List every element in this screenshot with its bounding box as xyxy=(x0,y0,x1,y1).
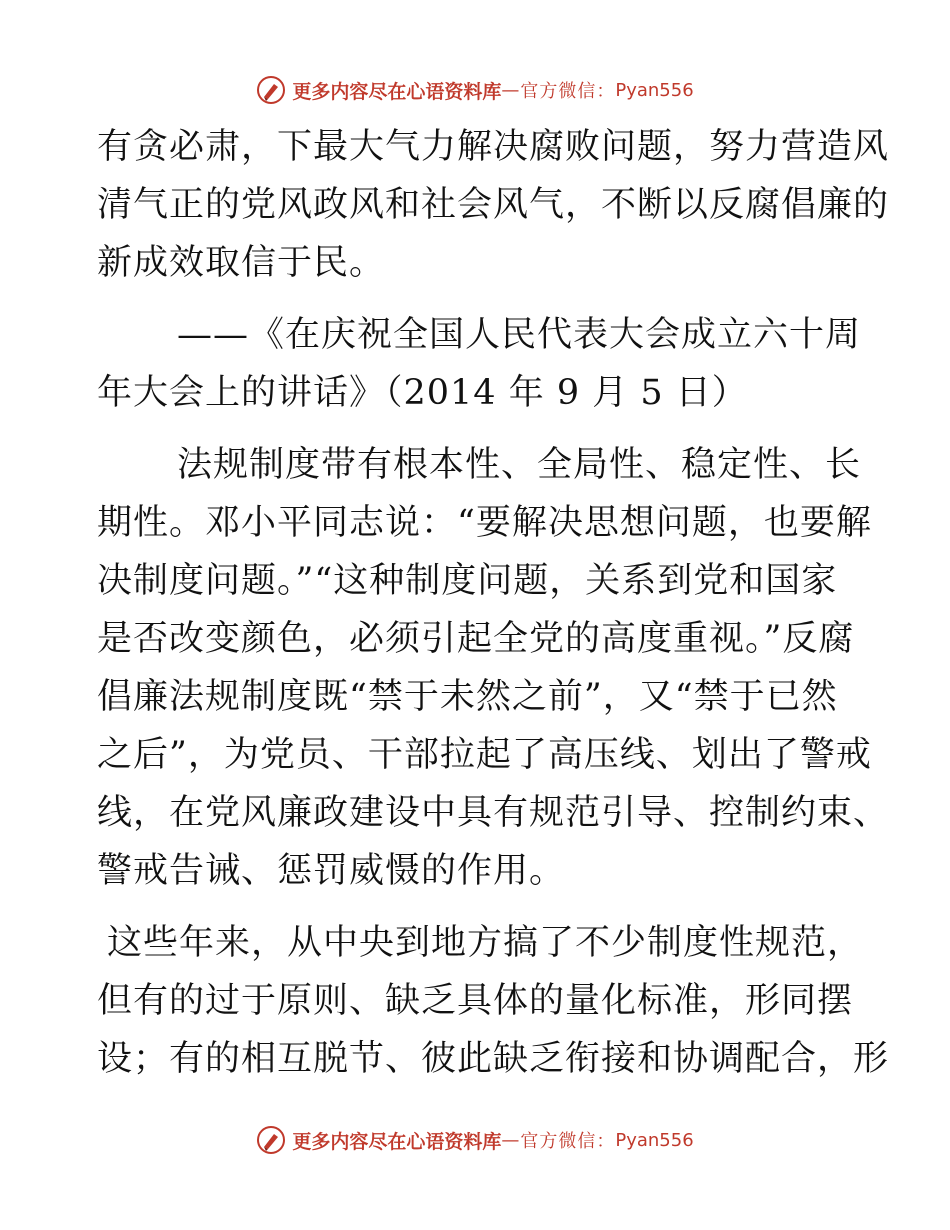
footer-banner xyxy=(0,1120,950,1160)
text-line: 决制度问题。”“这种制度问题，关系到党和国家 xyxy=(97,561,838,601)
header-banner-separator: — xyxy=(501,79,521,101)
paragraph-3 xyxy=(97,436,890,900)
text-line: 设；有的相互脱节、彼此缺乏衔接和协调配合，形 xyxy=(97,1039,890,1079)
text-line: 年大会上的讲话》（2014 年 9 月 5 日） xyxy=(97,373,748,413)
text-line: 倡廉法规制度既“禁于未然之前”，又“禁于已然 xyxy=(97,677,838,717)
text-line: 警戒告诫、惩罚威慑的作用。 xyxy=(97,851,566,891)
footer-banner-separator: — xyxy=(501,1129,521,1151)
pen-logo-icon xyxy=(256,1125,286,1155)
text-line: 但有的过于原则、缺乏具体的量化标准，形同摆 xyxy=(97,981,854,1021)
text-line: 线，在党风廉政建设中具有规范引导、控制约束、 xyxy=(97,793,890,833)
document-body xyxy=(97,118,890,1088)
footer-banner-account-label: 官方微信： xyxy=(520,1131,616,1152)
paragraph-4 xyxy=(97,914,890,1088)
text-line: 清气正的党风政风和社会风气，不断以反腐倡廉的 xyxy=(97,185,890,225)
paragraph-2-citation xyxy=(97,306,862,422)
pen-logo-icon xyxy=(256,75,286,105)
text-line: 期性。邓小平同志说：“要解决思想问题，也要解 xyxy=(97,503,872,543)
text-line: 之后”，为党员、干部拉起了高压线、划出了警戒 xyxy=(97,735,872,775)
footer-banner-account-id: Pyan556 xyxy=(615,1129,694,1151)
paragraph-1 xyxy=(97,118,890,292)
text-line: ——《在庆祝全国人民代表大会成立六十周 xyxy=(177,315,862,355)
text-line: 新成效取信于民。 xyxy=(97,243,386,283)
header-banner-account-id: Pyan556 xyxy=(615,79,694,101)
text-line: 有贪必肃，下最大气力解决腐败问题，努力营造风 xyxy=(97,127,890,167)
header-banner xyxy=(0,70,950,110)
text-line: 这些年来，从中央到地方搞了不少制度性规范， xyxy=(107,923,864,963)
footer-banner-text: 更多内容尽在心语资料库 xyxy=(292,1130,502,1153)
header-banner-account-label: 官方微信： xyxy=(520,81,616,102)
text-line: 是否改变颜色，必须引起全党的高度重视。”反腐 xyxy=(97,619,855,659)
header-banner-text: 更多内容尽在心语资料库 xyxy=(292,80,502,103)
text-line: 法规制度带有根本性、全局性、稳定性、长 xyxy=(177,445,862,485)
